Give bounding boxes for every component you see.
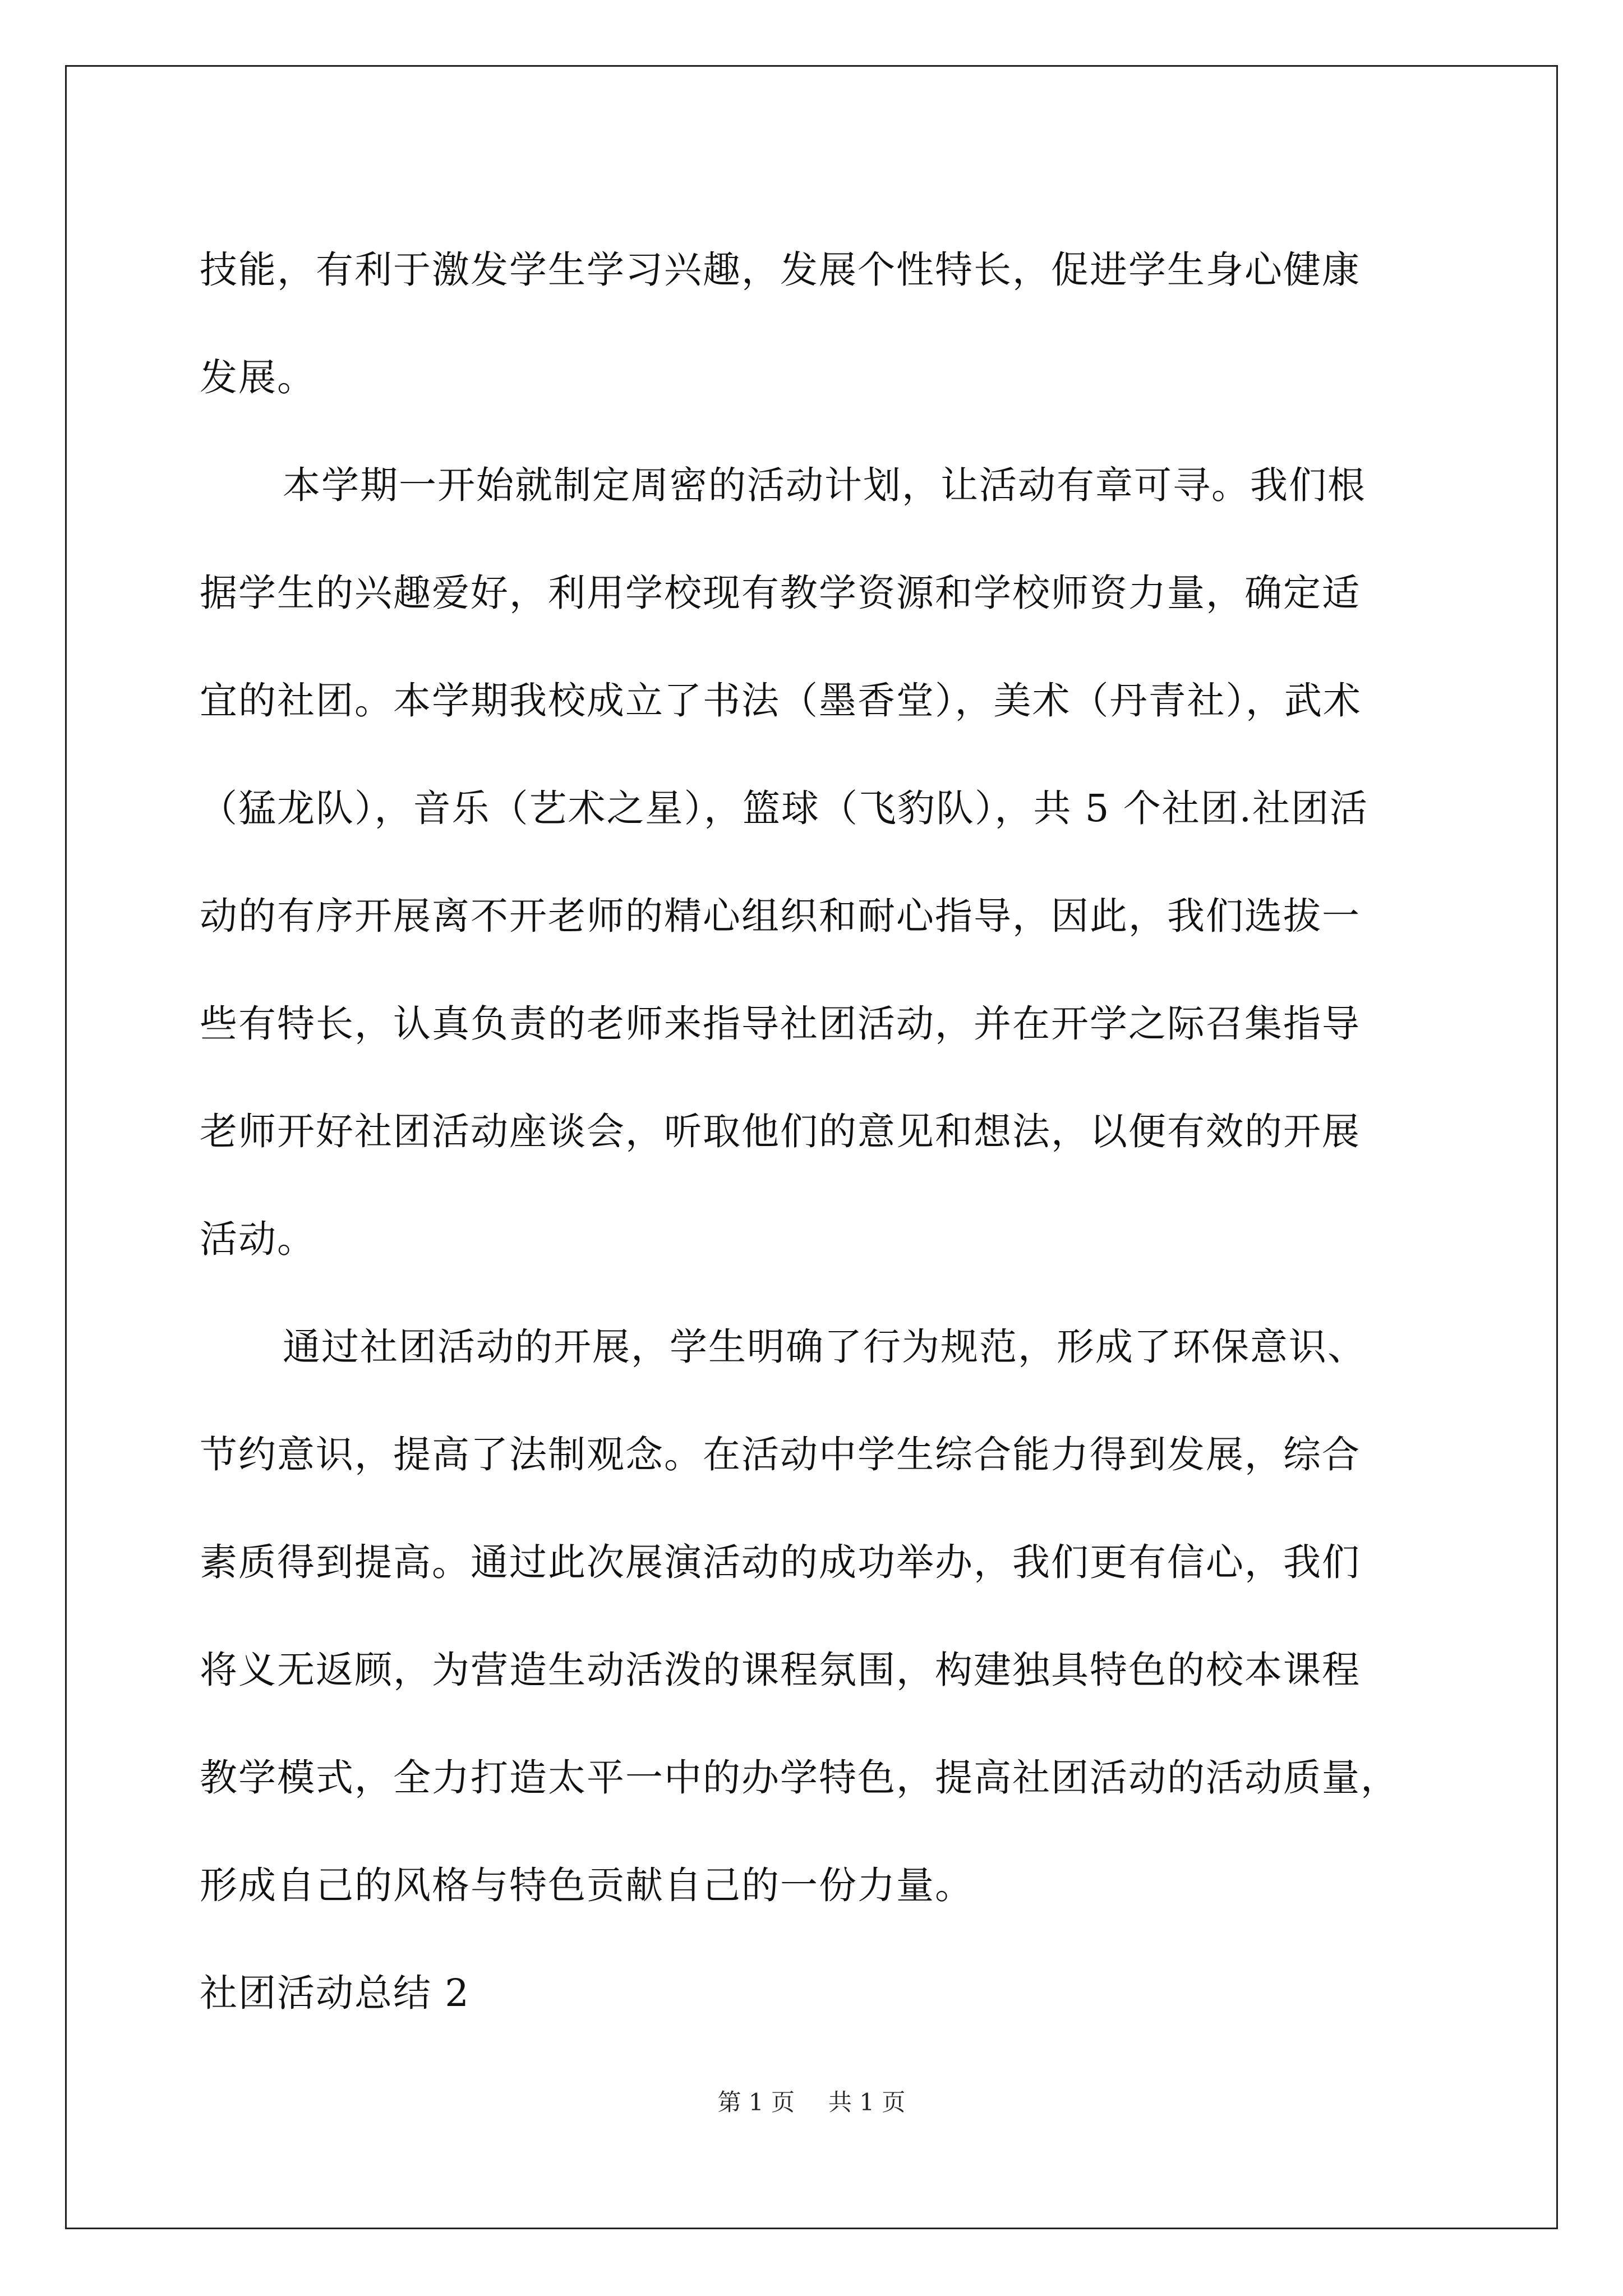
text-line: 素质得到提高。通过此次展演活动的成功举办，我们更有信心，我们 [200, 1540, 1361, 1584]
page-footer [0, 2086, 1623, 2119]
text-line: 宜的社团。本学期我校成立了书法（墨香堂），美术（丹青社），武术 [200, 679, 1362, 723]
text-line: 将义无返顾，为营造生动活泼的课程氛围，构建独具特色的校本课程 [200, 1648, 1361, 1692]
text-line: 本学期一开始就制定周密的活动计划，让活动有章可寻。我们根 [283, 463, 1366, 507]
text-line: 些有特长，认真负责的老师来指导社团活动，并在开学之际召集指导 [200, 1002, 1361, 1046]
text-line: 活动。 [200, 1217, 316, 1261]
page-number: 第 1 页 [717, 2088, 795, 2116]
text-line: 教学模式，全力打造太平一中的办学特色，提高社团活动的活动质量， [200, 1756, 1399, 1800]
text-line: 通过社团活动的开展，学生明确了行为规范，形成了环保意识、 [283, 1325, 1366, 1369]
paragraph-2 [200, 431, 1428, 1293]
text-line: 技能，有利于激发学生学习兴趣，发展个性特长，促进学生身心健康 [200, 248, 1361, 292]
text-line: 发展。 [200, 356, 316, 399]
text-line: 据学生的兴趣爱好，利用学校现有教学资源和学校师资力量，确定适 [200, 571, 1361, 615]
text-line: 动的有序开展离不开老师的精心组织和耐心指导，因此，我们选拔一 [200, 894, 1361, 938]
paragraph-1 [200, 216, 1428, 431]
page-total: 共 1 页 [828, 2088, 906, 2116]
text-line: 老师开好社团活动座谈会，听取他们的意见和想法，以便有效的开展 [200, 1110, 1361, 1153]
section-heading: 社团活动总结 2 [200, 1971, 470, 2015]
text-line: （猛龙队），音乐（艺术之星），篮球（飞豹队），共 5 个社团.社团活 [200, 786, 1369, 830]
text-line: 形成自己的风格与特色贡献自己的一份力量。 [200, 1864, 974, 1907]
document-body [200, 216, 1428, 2047]
paragraph-3 [200, 1293, 1428, 1939]
text-line: 节约意识，提高了法制观念。在活动中学生综合能力得到发展，综合 [200, 1433, 1361, 1476]
